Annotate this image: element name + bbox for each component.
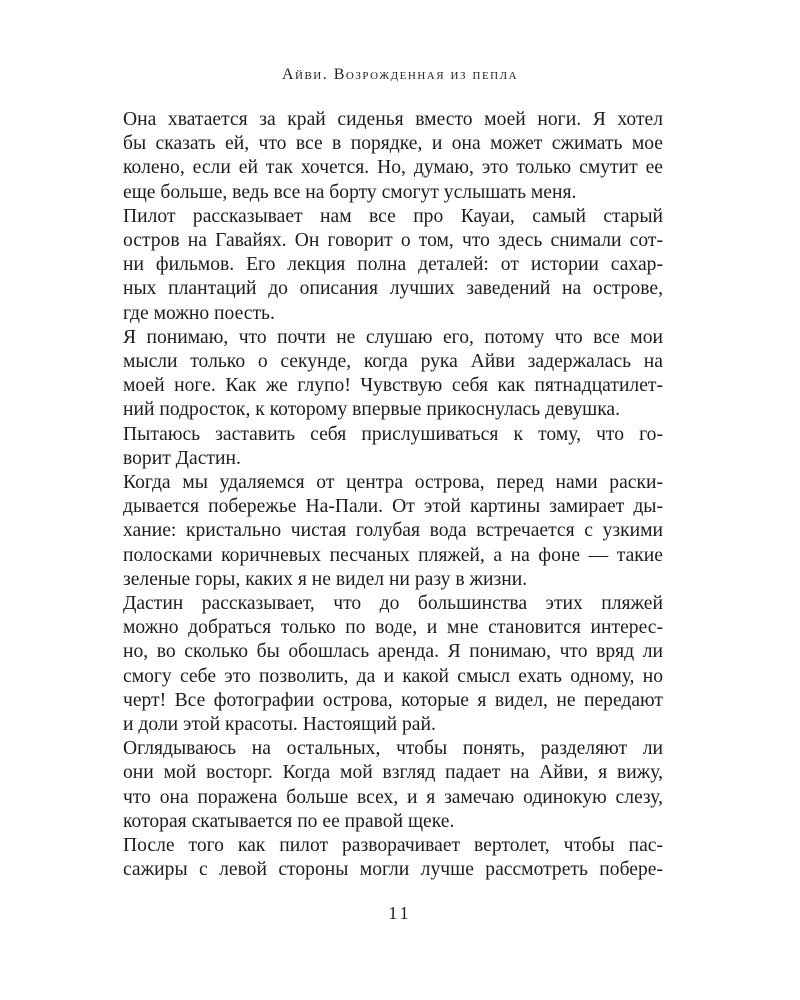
text-line: ни фильмов. Его лекция полна деталей: от истории сахар-	[123, 254, 663, 276]
text-line: зеленые горы, каких я не видел ни разу в жизни.	[123, 568, 528, 590]
text-line: полосками коричневых песчаных пляжей, а на фоне — такие	[123, 544, 663, 566]
text-line: бы сказать ей, что все в порядке, и она может сжимать мое	[123, 133, 663, 155]
text-line: Пилот рассказывает нам все про Кауаи, самый старый	[123, 205, 663, 227]
text-line: они мой восторг. Когда мой взгляд падает на Айви, я вижу,	[123, 762, 663, 784]
text-line: ний подросток, к которому впервые прикоснулась девушка.	[123, 399, 621, 421]
text-line: моей ноге. Как же глупо! Чувствую себя как пятнадцатилет-	[123, 375, 663, 397]
page-number: 11	[388, 903, 412, 923]
text-line: еще больше, ведь все на борту смогут услышать меня.	[123, 181, 577, 203]
text-line: где можно поесть.	[123, 302, 275, 324]
text-line: Пытаюсь заставить себя прислушиваться к тому, что го-	[123, 423, 663, 445]
text-line: колено, если ей так хочется. Но, думаю, это только смутит ее	[123, 157, 663, 179]
body-text	[123, 108, 663, 883]
text-line: хание: кристально чистая голубая вода встречается с узкими	[123, 520, 663, 542]
text-line: но, во сколько бы обошлась аренда. Я понимаю, что вряд ли	[123, 641, 663, 663]
text-line: дывается побережье На-Пали. От этой картины замирает ды-	[123, 496, 663, 518]
text-line: которая скатывается по ее правой щеке.	[123, 810, 455, 832]
text-line: остров на Гавайях. Он говорит о том, что здесь снимали сот-	[123, 230, 663, 252]
text-line: что она поражена больше всех, и я замечаю одинокую слезу,	[123, 786, 663, 808]
text-line: Когда мы удаляемся от центра острова, перед нами раски-	[123, 472, 663, 494]
text-line: Я понимаю, что почти не слушаю его, потому что все мои	[123, 326, 663, 348]
text-line: и доли этой красоты. Настоящий рай.	[123, 714, 436, 736]
text-line: сажиры с левой стороны могли лучше рассмотреть побере-	[123, 859, 663, 881]
text-line: После того как пилот разворачивает вертолет, чтобы пас-	[123, 835, 663, 857]
text-line: можно добраться только по воде, и мне становится интерес-	[123, 617, 663, 639]
text-line: ворит Дастин.	[123, 447, 241, 469]
text-line: ных плантаций до описания лучших заведений на острове,	[123, 278, 663, 300]
running-head: Айви. Возрожденная из пепла	[281, 66, 519, 83]
text-line: Дастин рассказывает, что до большинства этих пляжей	[123, 593, 663, 615]
text-line: Оглядываюсь на остальных, чтобы понять, разделяют ли	[123, 738, 663, 760]
text-line: Она хватается за край сиденья вместо моей ноги. Я хотел	[123, 109, 663, 130]
text-line: мысли только о секунде, когда рука Айви задержалась на	[123, 351, 663, 373]
text-line: смогу себе это позволить, да и какой смысл ехать одному, но	[123, 665, 663, 687]
text-line: черт! Все фотографии острова, которые я видел, не передают	[123, 689, 663, 711]
